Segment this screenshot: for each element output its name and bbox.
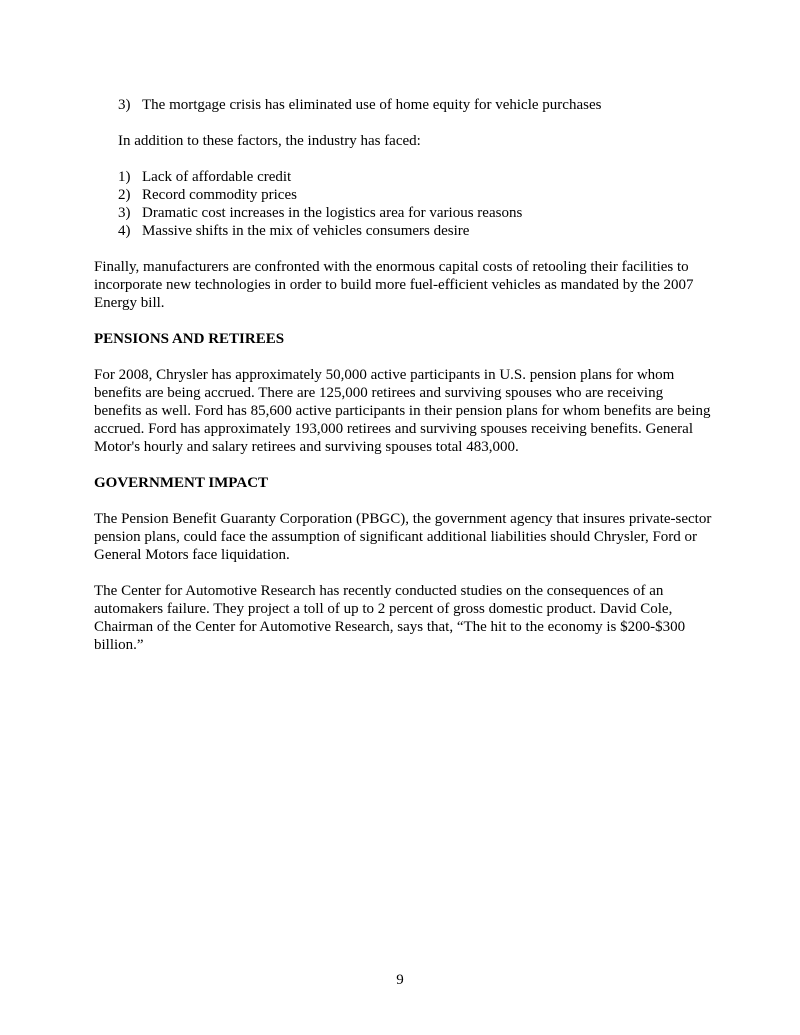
pensions-paragraph: For 2008, Chrysler has approximately 50,000 active participants in U.S. pension plans for whom benefits are being accrued. There are 125,000 retirees and surviving spouses who are receiving benefits as well. Ford has 85,600 active participants in their pension plans for whom benefits are being accrued. Ford has approximately 193,000 retirees and surviving spouses receiving benefits. General Motor's hourly and salary retirees and surviving spouses total 483,000. bbox=[94, 367, 711, 455]
list-item-number: 2) bbox=[118, 187, 131, 203]
factors-intro: In addition to these factors, the industry has faced: bbox=[118, 133, 421, 149]
government-paragraph-car-study: The Center for Automotive Research has recently conducted studies on the consequences of an automakers failure. They project a toll of up to 2 percent of gross domestic product. David Cole, Chairman of the Center for Automotive Research, says that, “The hit to the economy is $200-$300 billion.” bbox=[94, 583, 686, 653]
section-heading-pensions: PENSIONS AND RETIREES bbox=[94, 331, 285, 347]
list-item bbox=[118, 168, 291, 186]
list-item-text: Dramatic cost increases in the logistics area for various reasons bbox=[142, 205, 523, 221]
list-item-number: 1) bbox=[118, 169, 131, 185]
list-item-mortgage-crisis bbox=[118, 96, 601, 114]
list-item-text: Massive shifts in the mix of vehicles consumers desire bbox=[142, 223, 470, 239]
list-item-number: 3) bbox=[118, 205, 131, 221]
list-item bbox=[118, 204, 522, 222]
list-item-text: The mortgage crisis has eliminated use of home equity for vehicle purchases bbox=[142, 97, 602, 113]
government-paragraph-pbgc: The Pension Benefit Guaranty Corporation (PBGC), the government agency that insures private-sector pension plans, could face the assumption of significant additional liabilities should Chrysler, Ford or General Motors face liquidation. bbox=[94, 511, 712, 563]
list-item-text: Lack of affordable credit bbox=[142, 169, 292, 185]
list-item-text: Record commodity prices bbox=[142, 187, 297, 203]
finally-paragraph: Finally, manufacturers are confronted with the enormous capital costs of retooling their facilities to incorporate new technologies in order to build more fuel-efficient vehicles as mandated by the 2007 Energy bill. bbox=[94, 259, 694, 311]
list-item-number: 3) bbox=[118, 97, 131, 113]
list-item bbox=[118, 186, 297, 204]
list-item bbox=[118, 222, 469, 240]
page-number: 9 bbox=[396, 972, 404, 988]
list-item-number: 4) bbox=[118, 223, 131, 239]
section-heading-government: GOVERNMENT IMPACT bbox=[94, 475, 269, 491]
